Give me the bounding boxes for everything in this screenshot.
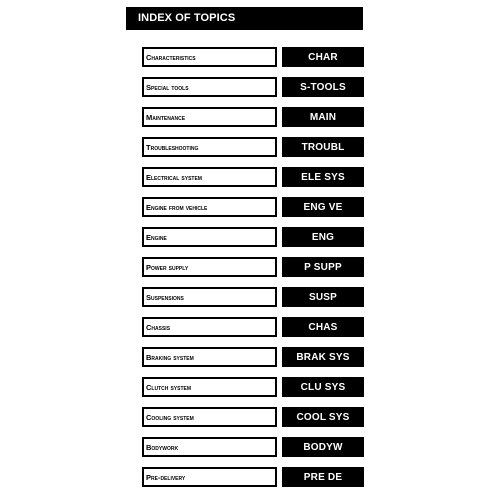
topic-code-button[interactable]: MAIN [282, 107, 364, 127]
topic-row-bodywork[interactable] [142, 437, 364, 457]
topic-code-button[interactable]: BRAK SYS [282, 347, 364, 367]
topic-row-engine-from-vehicle[interactable] [142, 197, 364, 217]
topic-label: Electrical system [142, 167, 277, 187]
topic-row-cooling-system[interactable] [142, 407, 364, 427]
topic-row-chassis[interactable] [142, 317, 364, 337]
topic-label: Engine [142, 227, 277, 247]
topic-code-button[interactable]: ENG VE [282, 197, 364, 217]
topic-label: Bodywork [142, 437, 277, 457]
topic-row-characteristics[interactable] [142, 47, 364, 67]
topic-label: Engine from vehicle [142, 197, 277, 217]
topic-row-power-supply[interactable] [142, 257, 364, 277]
topic-code-button[interactable]: PRE DE [282, 467, 364, 487]
topic-label: Maintenance [142, 107, 277, 127]
topic-label: Chassis [142, 317, 277, 337]
topic-code-button[interactable]: ENG [282, 227, 364, 247]
topic-code-button[interactable]: S-TOOLS [282, 77, 364, 97]
topic-code-button[interactable]: TROUBL [282, 137, 364, 157]
topic-row-maintenance[interactable] [142, 107, 364, 127]
topic-code-button[interactable]: CHAR [282, 47, 364, 67]
topic-label: Special tools [142, 77, 277, 97]
topic-label: Cooling system [142, 407, 277, 427]
topic-label: Troubleshooting [142, 137, 277, 157]
topic-code-button[interactable]: COOL SYS [282, 407, 364, 427]
topic-code-button[interactable]: CLU SYS [282, 377, 364, 397]
topic-label: Characteristics [142, 47, 277, 67]
topic-code-button[interactable]: BODYW [282, 437, 364, 457]
topic-row-suspensions[interactable] [142, 287, 364, 307]
topic-row-troubleshooting[interactable] [142, 137, 364, 157]
topic-code-button[interactable]: P SUPP [282, 257, 364, 277]
topic-code-button[interactable]: SUSP [282, 287, 364, 307]
topic-label: Suspensions [142, 287, 277, 307]
topic-row-electrical-system[interactable] [142, 167, 364, 187]
topic-label: Clutch system [142, 377, 277, 397]
topic-list [142, 47, 364, 497]
topic-code-button[interactable]: ELE SYS [282, 167, 364, 187]
topic-row-engine[interactable] [142, 227, 364, 247]
index-header: INDEX OF TOPICS [126, 7, 363, 30]
topic-label: Braking system [142, 347, 277, 367]
topic-label: Pre-delivery [142, 467, 277, 487]
topic-row-pre-delivery[interactable] [142, 467, 364, 487]
topic-row-special-tools[interactable] [142, 77, 364, 97]
topic-code-button[interactable]: CHAS [282, 317, 364, 337]
topic-row-clutch-system[interactable] [142, 377, 364, 397]
topic-row-braking-system[interactable] [142, 347, 364, 367]
topic-label: Power supply [142, 257, 277, 277]
